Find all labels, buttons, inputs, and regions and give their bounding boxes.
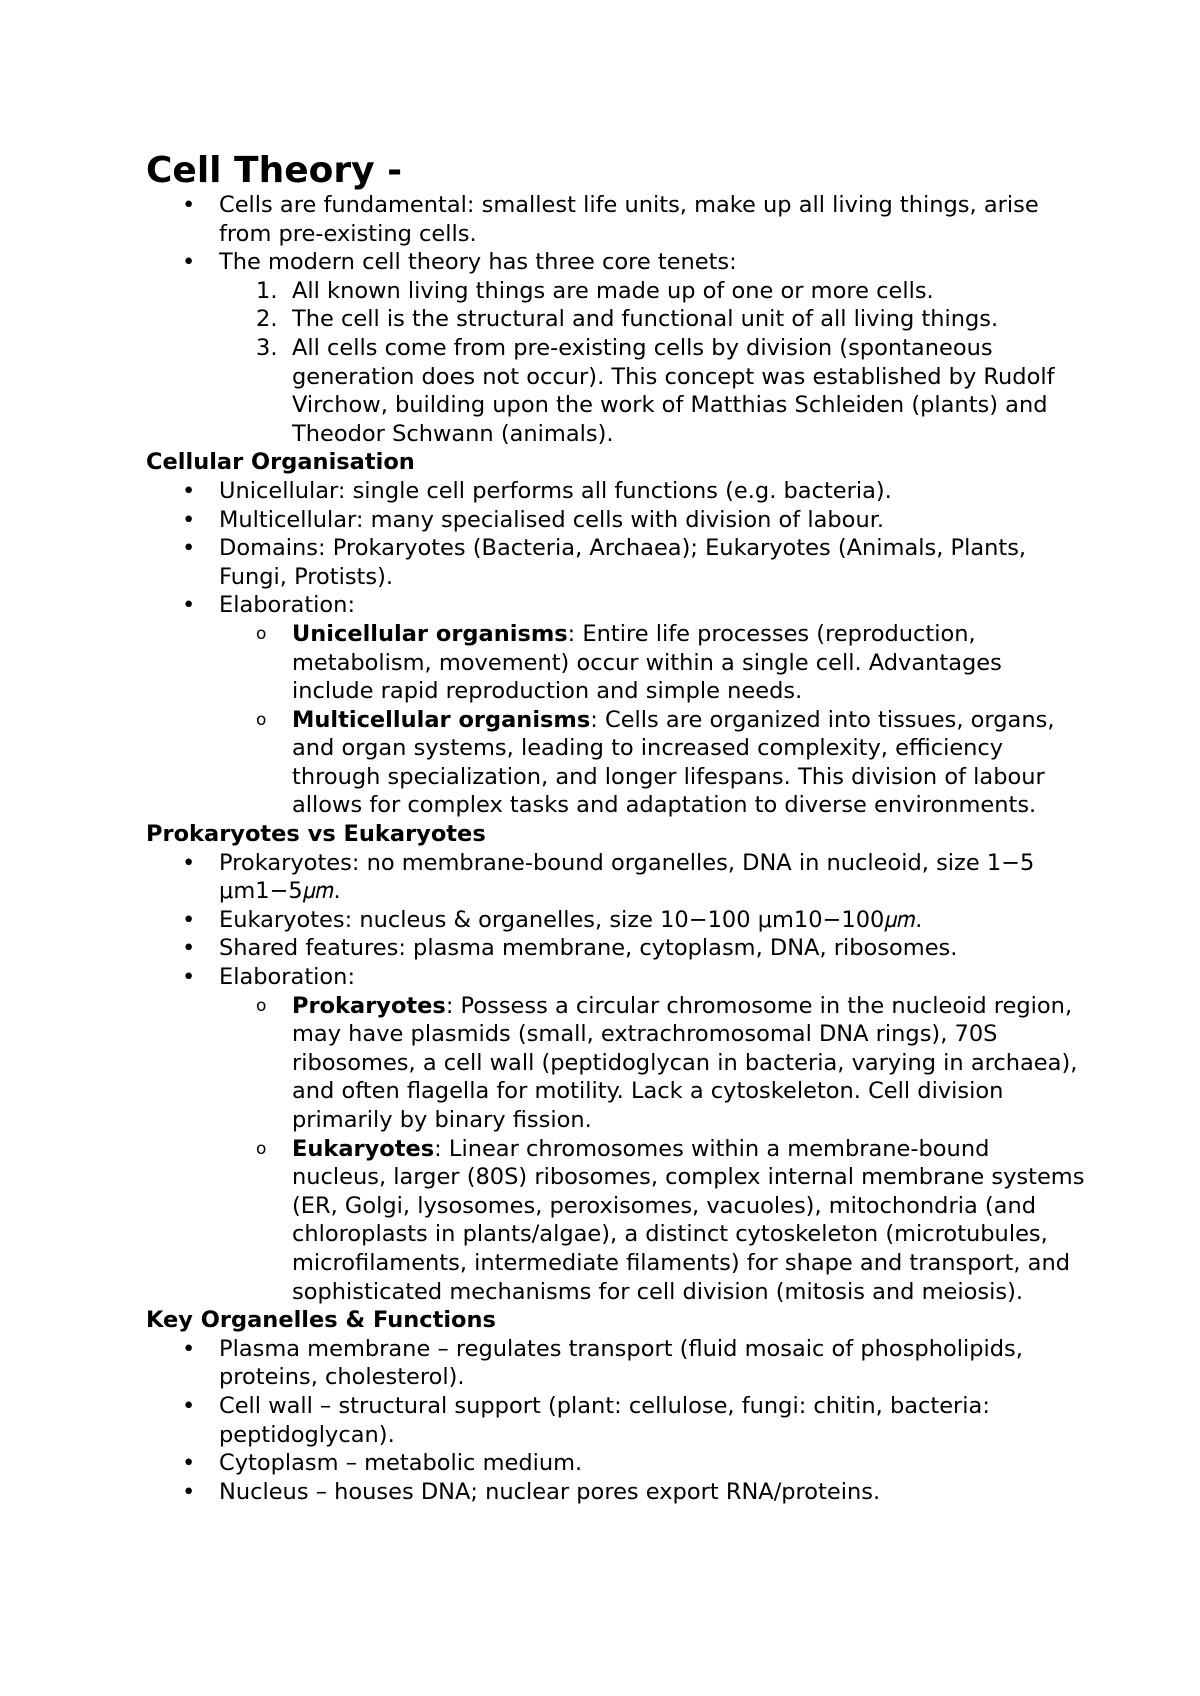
bullet-marker: • bbox=[182, 964, 196, 991]
section-heading: Prokaryotes vs Eukaryotes bbox=[146, 821, 486, 848]
bullet-text: Elaboration: bbox=[219, 964, 356, 991]
bullet-item bbox=[146, 1449, 1086, 1478]
bullet-item bbox=[146, 934, 1086, 963]
sub-bullet-marker: o bbox=[256, 709, 267, 730]
number-marker: 2. bbox=[256, 306, 278, 333]
number-marker: 1. bbox=[256, 277, 278, 304]
bullet-item bbox=[146, 506, 1086, 535]
number-marker: 3. bbox=[256, 334, 278, 361]
sub-bullet-text: : Linear chromosomes within a membrane-bound nucleus, larger (80S) ribosomes, complex internal membrane systems (ER, Golgi, lysosomes, peroxisomes, vacuoles), mitochondria (and chloroplasts in plants/algae), a distinct cytoskeleton (microtubules, microfilaments, intermediate filaments) for shape and transport, and sophisticated mechanisms for cell division (mitosis and meiosis). bbox=[292, 1135, 1085, 1305]
sub-bullet-term: Prokaryotes bbox=[292, 992, 446, 1019]
bullet-text: Cytoplasm – metabolic medium. bbox=[219, 1450, 583, 1477]
bullet-text: Domains: Prokaryotes (Bacteria, Archaea); Eukaryotes (Animals, Plants, Fungi, Protists). bbox=[219, 535, 1027, 590]
bullet-text: Nucleus – houses DNA; nuclear pores export RNA/proteins. bbox=[219, 1478, 881, 1505]
section-list bbox=[146, 477, 1086, 820]
sub-bullet-item bbox=[146, 992, 1086, 1135]
bullet-text: Eukaryotes: nucleus & organelles, size 10−100 μm10−100𝜇𝑚. bbox=[219, 906, 923, 933]
sub-bullet-marker: o bbox=[256, 1138, 267, 1159]
section-list bbox=[146, 191, 1086, 448]
bullet-text: Shared features: plasma membrane, cytoplasm, DNA, ribosomes. bbox=[219, 935, 958, 962]
bullet-item bbox=[146, 963, 1086, 992]
sub-bullet-term: Eukaryotes bbox=[292, 1135, 435, 1162]
bullet-text: Cells are fundamental: smallest life units, make up all living things, arise from pre-existing cells. bbox=[219, 192, 1039, 247]
sub-bullet-marker: o bbox=[256, 623, 267, 644]
bullet-item bbox=[146, 906, 1086, 935]
bullet-item bbox=[146, 534, 1086, 591]
bullet-item bbox=[146, 849, 1086, 906]
numbered-item bbox=[146, 277, 1086, 306]
bullet-marker: • bbox=[182, 849, 196, 876]
sub-bullet-item bbox=[146, 1135, 1086, 1307]
section-list bbox=[146, 1335, 1086, 1507]
bullet-marker: • bbox=[182, 535, 196, 562]
sub-bullet-item bbox=[146, 620, 1086, 706]
bullet-marker: • bbox=[182, 1392, 196, 1419]
bullet-item bbox=[146, 248, 1086, 277]
sub-bullet-text: : Possess a circular chromosome in the nucleoid region, may have plasmids (small, extrachromosomal DNA rings), 70S ribosomes, a cell wall (peptidoglycan in bacteria, varying in archaea), and often flagella for motility. Lack a cytoskeleton. Cell division primarily by binary fission. bbox=[292, 992, 1078, 1133]
bullet-marker: • bbox=[182, 935, 196, 962]
sub-bullet-term: Unicellular organisms bbox=[292, 620, 568, 647]
bullet-marker: • bbox=[182, 192, 196, 218]
bullet-marker: • bbox=[182, 506, 196, 533]
bullet-item bbox=[146, 191, 1086, 248]
bullet-item bbox=[146, 477, 1086, 506]
numbered-item bbox=[146, 305, 1086, 334]
bullet-text: Unicellular: single cell performs all functions (e.g. bacteria). bbox=[219, 477, 892, 504]
bullet-item bbox=[146, 1335, 1086, 1392]
bullet-item bbox=[146, 1392, 1086, 1449]
document-title: Cell Theory - bbox=[146, 150, 403, 191]
bullet-text: Elaboration: bbox=[219, 592, 356, 619]
bullet-marker: • bbox=[182, 1335, 196, 1362]
numbered-item bbox=[146, 334, 1086, 448]
section-heading: Cellular Organisation bbox=[146, 449, 415, 476]
sub-bullet-item bbox=[146, 706, 1086, 820]
sub-bullet-marker: o bbox=[256, 995, 267, 1016]
bullet-marker: • bbox=[182, 477, 196, 504]
numbered-text: All known living things are made up of one or more cells. bbox=[292, 277, 934, 304]
sub-bullet-text: : Entire life processes (reproduction, metabolism, movement) occur within a single cell. Advantages include rapid reproduction and simple needs. bbox=[292, 620, 1002, 705]
sub-bullet-term: Multicellular organisms bbox=[292, 706, 591, 733]
bullet-item bbox=[146, 591, 1086, 620]
bullet-marker: • bbox=[182, 592, 196, 619]
bullet-text: Plasma membrane – regulates transport (fluid mosaic of phospholipids, proteins, cholesterol). bbox=[219, 1335, 1023, 1391]
bullet-marker: • bbox=[182, 906, 196, 933]
section-list bbox=[146, 849, 1086, 1307]
bullet-text: The modern cell theory has three core tenets: bbox=[219, 249, 737, 276]
sub-bullet-text: : Cells are organized into tissues, organs, and organ systems, leading to increased complexity, efficiency through specialization, and longer lifespans. This division of labour allows for complex tasks and adaptation to diverse environments. bbox=[292, 706, 1055, 819]
section-heading: Key Organelles & Functions bbox=[146, 1307, 496, 1334]
bullet-text: Cell wall – structural support (plant: cellulose, fungi: chitin, bacteria: peptidoglycan). bbox=[219, 1392, 990, 1448]
numbered-text: The cell is the structural and functional unit of all living things. bbox=[292, 306, 999, 333]
bullet-marker: • bbox=[182, 249, 196, 276]
bullet-marker: • bbox=[182, 1450, 196, 1477]
document-page bbox=[146, 146, 1086, 1506]
bullet-text: Multicellular: many specialised cells with division of labour. bbox=[219, 506, 885, 533]
bullet-text: Prokaryotes: no membrane-bound organelles, DNA in nucleoid, size 1−5 μm1−5𝜇𝑚. bbox=[219, 849, 1035, 905]
bullet-marker: • bbox=[182, 1478, 196, 1505]
numbered-text: All cells come from pre-existing cells by division (spontaneous generation does not occur). This concept was established by Rudolf Virchow, building upon the work of Matthias Schleiden (plants) and Theodor Schwann (animals). bbox=[292, 334, 1055, 447]
bullet-item bbox=[146, 1478, 1086, 1507]
